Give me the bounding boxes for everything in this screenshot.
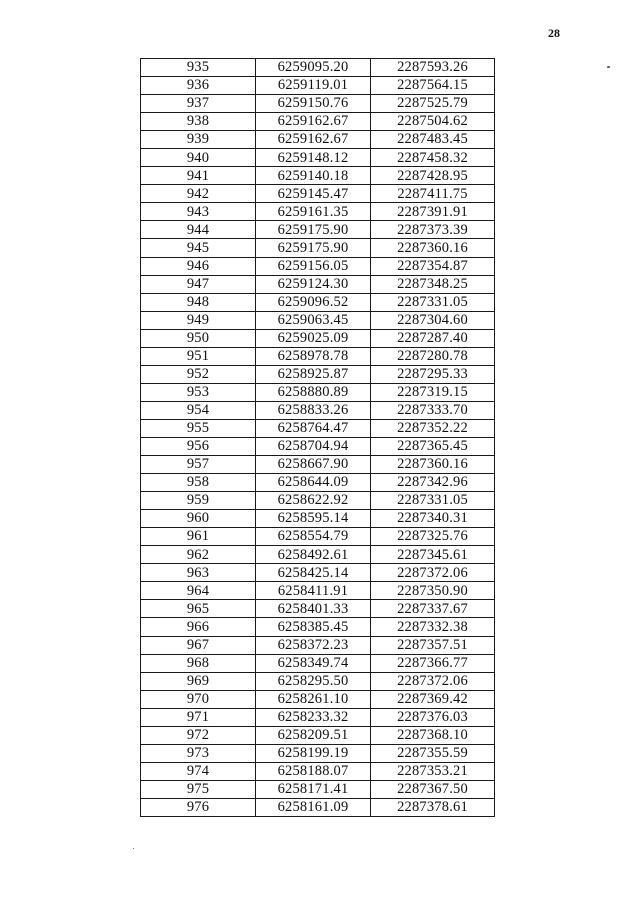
y-coordinate-cell: 2287331.05 — [371, 492, 495, 510]
point-number-cell: 936 — [141, 77, 256, 95]
point-number-cell: 941 — [141, 167, 256, 185]
table-row — [141, 492, 495, 510]
y-coordinate-cell: 2287353.21 — [371, 762, 495, 780]
x-coordinate-cell: 6258644.09 — [256, 474, 371, 492]
table-row — [141, 654, 495, 672]
point-number-cell: 939 — [141, 131, 256, 149]
y-coordinate-cell: 2287428.95 — [371, 167, 495, 185]
y-coordinate-cell: 2287304.60 — [371, 311, 495, 329]
y-coordinate-cell: 2287378.61 — [371, 798, 495, 816]
y-coordinate-cell: 2287319.15 — [371, 383, 495, 401]
x-coordinate-cell: 6258492.61 — [256, 546, 371, 564]
point-number-cell: 970 — [141, 690, 256, 708]
point-number-cell: 954 — [141, 401, 256, 419]
point-number-cell: 965 — [141, 600, 256, 618]
table-row — [141, 437, 495, 455]
y-coordinate-cell: 2287365.45 — [371, 437, 495, 455]
y-coordinate-cell: 2287366.77 — [371, 654, 495, 672]
x-coordinate-cell: 6258925.87 — [256, 365, 371, 383]
x-coordinate-cell: 6259161.35 — [256, 203, 371, 221]
y-coordinate-cell: 2287337.67 — [371, 600, 495, 618]
point-number-cell: 955 — [141, 419, 256, 437]
table-row — [141, 311, 495, 329]
table-row — [141, 239, 495, 257]
table-row — [141, 95, 495, 113]
y-coordinate-cell: 2287333.70 — [371, 401, 495, 419]
x-coordinate-cell: 6259145.47 — [256, 185, 371, 203]
coordinates-table-body — [141, 59, 495, 817]
x-coordinate-cell: 6258295.50 — [256, 672, 371, 690]
x-coordinate-cell: 6259162.67 — [256, 113, 371, 131]
x-coordinate-cell: 6258704.94 — [256, 437, 371, 455]
scan-speck — [607, 66, 610, 68]
point-number-cell: 946 — [141, 257, 256, 275]
point-number-cell: 973 — [141, 744, 256, 762]
x-coordinate-cell: 6258554.79 — [256, 528, 371, 546]
point-number-cell: 967 — [141, 636, 256, 654]
x-coordinate-cell: 6258667.90 — [256, 456, 371, 474]
point-number-cell: 958 — [141, 474, 256, 492]
x-coordinate-cell: 6259148.12 — [256, 149, 371, 167]
point-number-cell: 947 — [141, 275, 256, 293]
table-row — [141, 474, 495, 492]
table-row — [141, 690, 495, 708]
point-number-cell: 961 — [141, 528, 256, 546]
table-row — [141, 636, 495, 654]
point-number-cell: 972 — [141, 726, 256, 744]
point-number-cell: 935 — [141, 59, 256, 77]
point-number-cell: 952 — [141, 365, 256, 383]
x-coordinate-cell: 6258349.74 — [256, 654, 371, 672]
y-coordinate-cell: 2287373.39 — [371, 221, 495, 239]
y-coordinate-cell: 2287372.06 — [371, 672, 495, 690]
x-coordinate-cell: 6258411.91 — [256, 582, 371, 600]
point-number-cell: 968 — [141, 654, 256, 672]
scan-speck — [133, 848, 134, 849]
table-row — [141, 59, 495, 77]
y-coordinate-cell: 2287564.15 — [371, 77, 495, 95]
x-coordinate-cell: 6259150.76 — [256, 95, 371, 113]
y-coordinate-cell: 2287342.96 — [371, 474, 495, 492]
x-coordinate-cell: 6258880.89 — [256, 383, 371, 401]
point-number-cell: 942 — [141, 185, 256, 203]
point-number-cell: 937 — [141, 95, 256, 113]
point-number-cell: 949 — [141, 311, 256, 329]
table-row — [141, 401, 495, 419]
point-number-cell: 975 — [141, 780, 256, 798]
table-row — [141, 329, 495, 347]
table-row — [141, 510, 495, 528]
point-number-cell: 940 — [141, 149, 256, 167]
y-coordinate-cell: 2287525.79 — [371, 95, 495, 113]
x-coordinate-cell: 6258199.19 — [256, 744, 371, 762]
point-number-cell: 938 — [141, 113, 256, 131]
point-number-cell: 944 — [141, 221, 256, 239]
page-number: 28 — [548, 26, 560, 40]
x-coordinate-cell: 6258978.78 — [256, 347, 371, 365]
table-row — [141, 419, 495, 437]
table-row — [141, 347, 495, 365]
x-coordinate-cell: 6258385.45 — [256, 618, 371, 636]
y-coordinate-cell: 2287280.78 — [371, 347, 495, 365]
y-coordinate-cell: 2287483.45 — [371, 131, 495, 149]
point-number-cell: 957 — [141, 456, 256, 474]
table-row — [141, 149, 495, 167]
point-number-cell: 956 — [141, 437, 256, 455]
x-coordinate-cell: 6259095.20 — [256, 59, 371, 77]
y-coordinate-cell: 2287295.33 — [371, 365, 495, 383]
y-coordinate-cell: 2287376.03 — [371, 708, 495, 726]
y-coordinate-cell: 2287350.90 — [371, 582, 495, 600]
y-coordinate-cell: 2287331.05 — [371, 293, 495, 311]
table-row — [141, 257, 495, 275]
table-row — [141, 77, 495, 95]
point-number-cell: 969 — [141, 672, 256, 690]
table-row — [141, 798, 495, 816]
point-number-cell: 963 — [141, 564, 256, 582]
x-coordinate-cell: 6258161.09 — [256, 798, 371, 816]
y-coordinate-cell: 2287354.87 — [371, 257, 495, 275]
y-coordinate-cell: 2287458.32 — [371, 149, 495, 167]
point-number-cell: 971 — [141, 708, 256, 726]
y-coordinate-cell: 2287287.40 — [371, 329, 495, 347]
y-coordinate-cell: 2287340.31 — [371, 510, 495, 528]
table-row — [141, 600, 495, 618]
x-coordinate-cell: 6259063.45 — [256, 311, 371, 329]
x-coordinate-cell: 6259140.18 — [256, 167, 371, 185]
table-row — [141, 582, 495, 600]
x-coordinate-cell: 6259119.01 — [256, 77, 371, 95]
table-row — [141, 131, 495, 149]
point-number-cell: 945 — [141, 239, 256, 257]
y-coordinate-cell: 2287357.51 — [371, 636, 495, 654]
x-coordinate-cell: 6259124.30 — [256, 275, 371, 293]
y-coordinate-cell: 2287352.22 — [371, 419, 495, 437]
y-coordinate-cell: 2287360.16 — [371, 239, 495, 257]
table-row — [141, 383, 495, 401]
table-row — [141, 528, 495, 546]
point-number-cell: 959 — [141, 492, 256, 510]
table-row — [141, 456, 495, 474]
x-coordinate-cell: 6258764.47 — [256, 419, 371, 437]
point-number-cell: 953 — [141, 383, 256, 401]
x-coordinate-cell: 6259175.90 — [256, 221, 371, 239]
x-coordinate-cell: 6258171.41 — [256, 780, 371, 798]
x-coordinate-cell: 6258261.10 — [256, 690, 371, 708]
x-coordinate-cell: 6258233.32 — [256, 708, 371, 726]
x-coordinate-cell: 6258372.23 — [256, 636, 371, 654]
table-row — [141, 113, 495, 131]
table-row — [141, 672, 495, 690]
coordinates-table — [140, 58, 495, 817]
x-coordinate-cell: 6259175.90 — [256, 239, 371, 257]
x-coordinate-cell: 6259156.05 — [256, 257, 371, 275]
table-row — [141, 203, 495, 221]
table-row — [141, 618, 495, 636]
table-row — [141, 726, 495, 744]
table-row — [141, 185, 495, 203]
table-row — [141, 167, 495, 185]
y-coordinate-cell: 2287345.61 — [371, 546, 495, 564]
y-coordinate-cell: 2287332.38 — [371, 618, 495, 636]
y-coordinate-cell: 2287372.06 — [371, 564, 495, 582]
y-coordinate-cell: 2287367.50 — [371, 780, 495, 798]
table-row — [141, 744, 495, 762]
table-row — [141, 275, 495, 293]
point-number-cell: 964 — [141, 582, 256, 600]
y-coordinate-cell: 2287593.26 — [371, 59, 495, 77]
y-coordinate-cell: 2287325.76 — [371, 528, 495, 546]
table-row — [141, 221, 495, 239]
y-coordinate-cell: 2287411.75 — [371, 185, 495, 203]
point-number-cell: 960 — [141, 510, 256, 528]
y-coordinate-cell: 2287348.25 — [371, 275, 495, 293]
table-row — [141, 546, 495, 564]
y-coordinate-cell: 2287355.59 — [371, 744, 495, 762]
x-coordinate-cell: 6258622.92 — [256, 492, 371, 510]
x-coordinate-cell: 6258425.14 — [256, 564, 371, 582]
x-coordinate-cell: 6259096.52 — [256, 293, 371, 311]
table-row — [141, 564, 495, 582]
point-number-cell: 974 — [141, 762, 256, 780]
point-number-cell: 962 — [141, 546, 256, 564]
point-number-cell: 966 — [141, 618, 256, 636]
x-coordinate-cell: 6258401.33 — [256, 600, 371, 618]
table-row — [141, 708, 495, 726]
y-coordinate-cell: 2287368.10 — [371, 726, 495, 744]
table-row — [141, 293, 495, 311]
y-coordinate-cell: 2287391.91 — [371, 203, 495, 221]
y-coordinate-cell: 2287360.16 — [371, 456, 495, 474]
point-number-cell: 951 — [141, 347, 256, 365]
y-coordinate-cell: 2287369.42 — [371, 690, 495, 708]
point-number-cell: 976 — [141, 798, 256, 816]
x-coordinate-cell: 6259162.67 — [256, 131, 371, 149]
y-coordinate-cell: 2287504.62 — [371, 113, 495, 131]
table-row — [141, 762, 495, 780]
x-coordinate-cell: 6259025.09 — [256, 329, 371, 347]
point-number-cell: 943 — [141, 203, 256, 221]
x-coordinate-cell: 6258595.14 — [256, 510, 371, 528]
x-coordinate-cell: 6258209.51 — [256, 726, 371, 744]
x-coordinate-cell: 6258833.26 — [256, 401, 371, 419]
point-number-cell: 948 — [141, 293, 256, 311]
table-row — [141, 780, 495, 798]
table-row — [141, 365, 495, 383]
x-coordinate-cell: 6258188.07 — [256, 762, 371, 780]
point-number-cell: 950 — [141, 329, 256, 347]
